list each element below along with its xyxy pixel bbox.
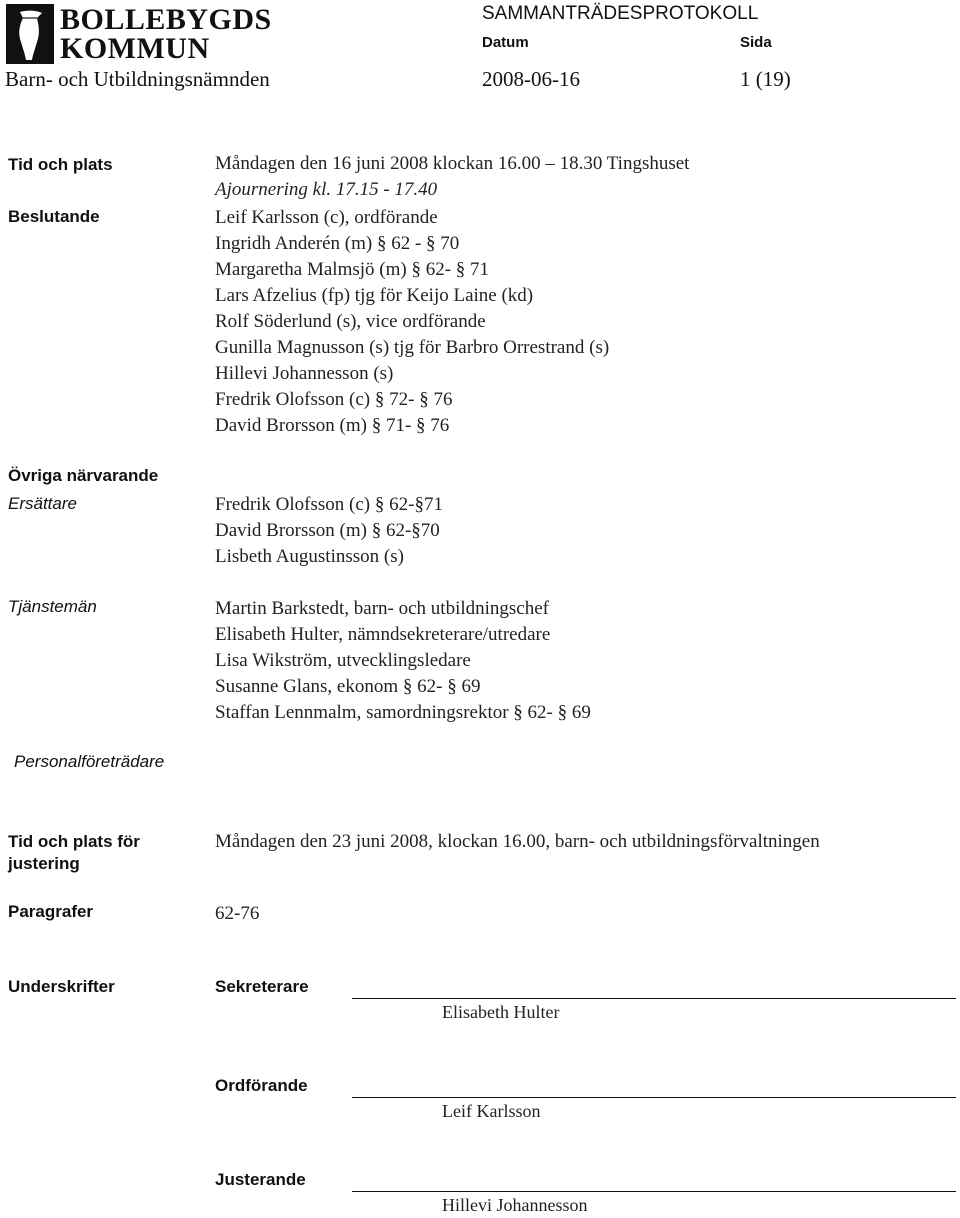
list-item: Fredrik Olofsson (c) § 62-§71 — [215, 494, 443, 515]
adjustment-label-line-1: Tid och plats för — [8, 832, 140, 851]
decision-makers-list — [215, 205, 609, 439]
adjustment-text: Måndagen den 23 juni 2008, klockan 16.00, barn- och utbildningsförvaltningen — [215, 831, 820, 852]
signatures-label: Underskrifter — [8, 977, 115, 996]
adjuster-name: Hillevi Johannesson — [442, 1195, 588, 1215]
time-place-label: Tid och plats — [8, 155, 113, 174]
vase-emblem-icon — [6, 4, 54, 64]
officials-list — [215, 596, 591, 726]
list-item: Staffan Lennmalm, samordningsrektor § 62- § 69 — [215, 702, 591, 723]
list-item: Gunilla Magnusson (s) tjg för Barbro Orrestrand (s) — [215, 337, 610, 358]
committee-name: Barn- och Utbildningsnämnden — [5, 67, 270, 91]
page-number: 1 (19) — [740, 67, 791, 91]
adjustment-label — [8, 831, 140, 875]
meeting-date: 2008-06-16 — [482, 67, 580, 91]
adjournment-text: Ajournering kl. 17.15 - 17.40 — [215, 179, 438, 200]
logo-line-2: KOMMUN — [60, 32, 210, 65]
secretary-label: Sekreterare — [215, 977, 309, 996]
list-item: Rolf Söderlund (s), vice ordförande — [215, 311, 486, 332]
chair-name: Leif Karlsson — [442, 1101, 541, 1121]
list-item: Susanne Glans, ekonom § 62- § 69 — [215, 676, 481, 697]
list-item: Fredrik Olofsson (c) § 72- § 76 — [215, 389, 453, 410]
time-place-text: Måndagen den 16 juni 2008 klockan 16.00 – 18.30 Tingshuset — [215, 153, 690, 174]
list-item: Ingridh Anderén (m) § 62 - § 70 — [215, 233, 460, 254]
date-label: Datum — [482, 34, 529, 51]
list-item: Elisabeth Hulter, nämndsekreterare/utredare — [215, 624, 551, 645]
list-item: Hillevi Johannesson (s) — [215, 363, 394, 384]
others-present-label: Övriga närvarande — [8, 466, 159, 485]
adjuster-signature-line — [352, 1191, 956, 1192]
decision-makers-label: Beslutande — [8, 207, 100, 226]
staff-representatives-label: Personalföreträdare — [14, 752, 165, 771]
list-item: Lars Afzelius (fp) tjg för Keijo Laine (kd) — [215, 285, 534, 306]
list-item: Martin Barkstedt, barn- och utbildningschef — [215, 598, 550, 619]
secretary-name: Elisabeth Hulter — [442, 1002, 560, 1022]
list-item: David Brorsson (m) § 71- § 76 — [215, 415, 450, 436]
paragraphs-value: 62-76 — [215, 903, 260, 924]
chair-label: Ordförande — [215, 1076, 308, 1095]
adjuster-label: Justerande — [215, 1170, 306, 1189]
page-label: Sida — [740, 34, 772, 51]
list-item: Lisa Wikström, utvecklingsledare — [215, 650, 471, 671]
list-item: Margaretha Malmsjö (m) § 62- § 71 — [215, 259, 490, 280]
logo-line-1: BOLLEBYGDS — [60, 3, 272, 36]
list-item: Leif Karlsson (c), ordförande — [215, 207, 438, 228]
substitutes-label: Ersättare — [8, 494, 77, 513]
adjustment-label-line-2: justering — [8, 854, 80, 873]
document-type: SAMMANTRÄDESPROTOKOLL — [482, 3, 759, 24]
list-item: Lisbeth Augustinsson (s) — [215, 546, 404, 567]
substitutes-list — [215, 492, 443, 570]
chair-signature-line — [352, 1097, 956, 1098]
officials-label: Tjänstemän — [8, 597, 97, 616]
list-item: David Brorsson (m) § 62-§70 — [215, 520, 440, 541]
paragraphs-label: Paragrafer — [8, 902, 94, 921]
secretary-signature-line — [352, 998, 956, 999]
